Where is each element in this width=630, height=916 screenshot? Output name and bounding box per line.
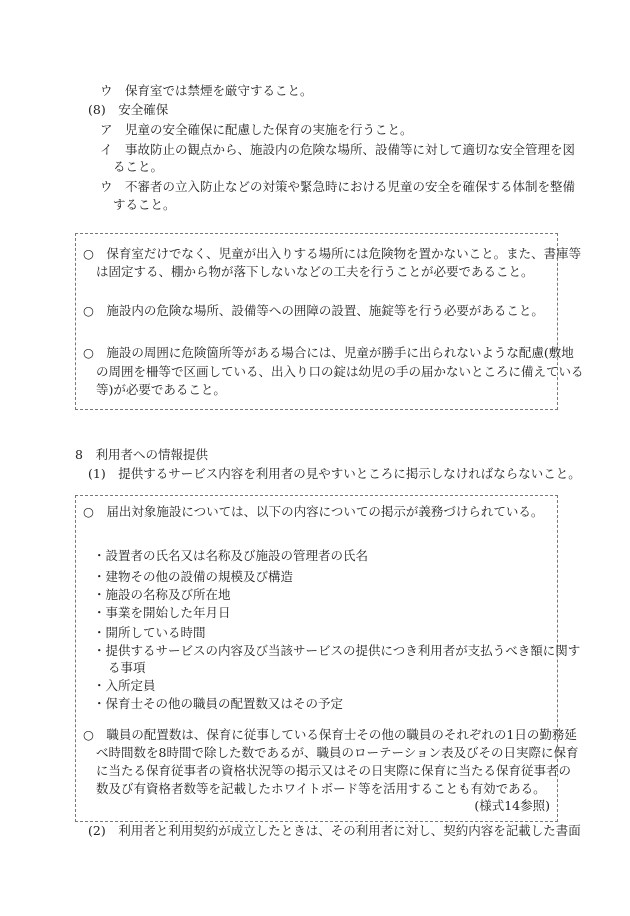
item-i-cont: ること。	[113, 159, 164, 174]
list-item: ・保育士その他の職員の配置数又はその予定	[93, 696, 344, 711]
item-u-smoking: ウ 保育室では禁煙を厳守すること。	[100, 83, 313, 98]
item-u: ウ 不審者の立入防止などの対策や緊急時における児童の安全を確保する体制を整備	[100, 179, 576, 194]
list-item-cont: る事項	[108, 660, 146, 675]
note-3-cont2: 等)が必要であること。	[96, 382, 226, 397]
heading-safety: (8) 安全確保	[88, 102, 169, 117]
staff-note-cont: 数及び有資格者数等を記載したホワイトボード等を活用することも有効である。	[96, 781, 546, 796]
section-8-item-1: (1) 提供するサービス内容を利用者の見やすいところに掲示しなければならないこと。	[88, 466, 581, 481]
list-item: ・入所定員	[93, 678, 156, 693]
note-3: ○ 施設の周囲に危険箇所等がある場合には、児童が勝手に出られないような配慮(敷地	[83, 345, 574, 360]
list-item: ・施設の名称及び所在地	[93, 587, 231, 602]
list-item: ・開所している時間	[93, 625, 206, 640]
item-a: ア 児童の安全確保に配慮した保育の実施を行うこと。	[100, 122, 413, 137]
item-i: イ 事故防止の観点から、施設内の危険な場所、設備等に対して適切な安全管理を図	[100, 142, 576, 157]
note-intro: ○ 届出対象施設については、以下の内容についての掲示が義務づけられている。	[83, 504, 544, 519]
list-item: ・事業を開始した年月日	[93, 605, 231, 620]
form-reference: (様式14参照)	[474, 798, 550, 813]
note-2: ○ 施設内の危険な場所、設備等への囲障の設置、施錠等を行う必要があること。	[83, 303, 544, 318]
staff-note-cont: べ時間数を8時間で除した数であるが、職員のローテーション表及びその日実際に保育	[96, 745, 579, 760]
list-item: ・建物その他の設備の規模及び構造	[93, 569, 294, 584]
section-8-title: 8 利用者への情報提供	[75, 447, 208, 462]
section-8-item-2: (2) 利用者と利用契約が成立したときは、その利用者に対し、契約内容を記載した書面	[88, 823, 581, 838]
list-item: ・提供するサービスの内容及び当該サービスの提供につき利用者が支払うべき額に関す	[93, 643, 581, 658]
staff-note-cont: に当たる保育従事者の資格状況等の掲示又はその日実際に保育に当たる保育従事者の	[96, 763, 572, 778]
note-1-cont: は固定する、棚から物が落下しないなどの工夫を行うことが必要であること。	[96, 264, 534, 279]
staff-note: ○ 職員の配置数は、保育に従事している保育士その他の職員のそれぞれの1日の勤務延	[83, 727, 577, 742]
note-3-cont1: の周囲を柵等で区画している、出入り口の錠は幼児の手の届かないところに備えている	[96, 364, 584, 379]
item-u-cont: すること。	[113, 197, 176, 212]
note-1: ○ 保育室だけでなく、児童が出入りする場所には危険物を置かないこと。また、書庫等	[83, 246, 582, 261]
list-item: ・設置者の氏名又は名称及び施設の管理者の氏名	[93, 548, 369, 563]
